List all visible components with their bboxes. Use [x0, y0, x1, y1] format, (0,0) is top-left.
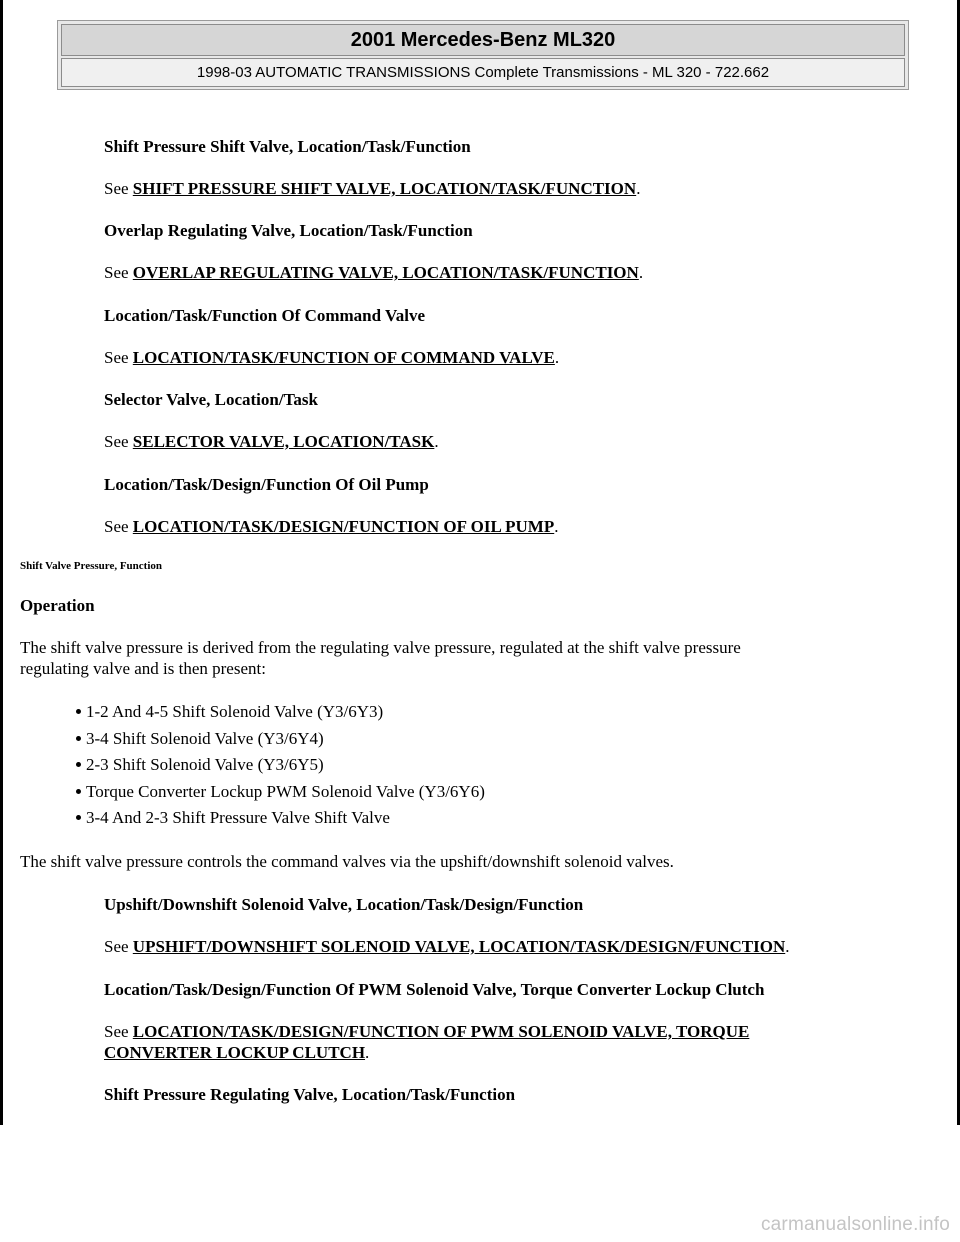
header-subtitle: 1998-03 AUTOMATIC TRANSMISSIONS Complete Transmissions - ML 320 - 722.662: [61, 58, 905, 87]
ref-link[interactable]: CONVERTER LOCKUP CLUTCH: [104, 1043, 366, 1062]
see-prefix: See: [104, 263, 133, 282]
ref-link[interactable]: LOCATION/TASK/DESIGN/FUNCTION OF PWM SOLENOID VALVE, TORQUE: [132, 1022, 750, 1041]
section-title: Shift Valve Pressure, Function: [20, 560, 162, 572]
bullet-icon: [76, 736, 81, 741]
period: .: [554, 517, 559, 536]
ref-link[interactable]: SHIFT PRESSURE SHIFT VALVE, LOCATION/TASK/FUNCTION: [132, 179, 637, 198]
period: .: [638, 263, 644, 282]
period: .: [554, 348, 560, 367]
list-item: 3-4 And 2-3 Shift Pressure Valve Shift Valve: [76, 808, 390, 828]
ref-link[interactable]: UPSHIFT/DOWNSHIFT SOLENOID VALVE, LOCATION/TASK/DESIGN/FUNCTION: [132, 937, 786, 956]
ref-heading: Location/Task/Design/Function Of PWM Solenoid Valve, Torque Converter Lockup Clutch: [104, 980, 765, 999]
period: .: [434, 432, 439, 451]
ref-line: [104, 517, 558, 537]
see-prefix: See: [104, 348, 133, 367]
see-prefix: See: [104, 517, 133, 536]
period: .: [785, 937, 790, 956]
ref-link[interactable]: LOCATION/TASK/DESIGN/FUNCTION OF OIL PUMP: [132, 517, 555, 536]
see-prefix: See: [104, 179, 133, 198]
paragraph-line: The shift valve pressure is derived from the regulating valve pressure, regulated at the shift valve pressure: [20, 638, 741, 657]
page-border-left: [0, 0, 3, 1125]
ref-heading: Shift Pressure Shift Valve, Location/Task/Function: [104, 137, 471, 156]
ref-link[interactable]: OVERLAP REGULATING VALVE, LOCATION/TASK/FUNCTION: [132, 263, 639, 282]
ref-link[interactable]: LOCATION/TASK/FUNCTION OF COMMAND VALVE: [132, 348, 555, 367]
ref-heading: Upshift/Downshift Solenoid Valve, Location/Task/Design/Function: [104, 895, 584, 914]
bullet-icon: [76, 789, 81, 794]
page-header: [57, 20, 909, 90]
bullet-icon: [76, 815, 81, 820]
watermark: carmanualsonline.info: [760, 1214, 950, 1235]
period: .: [636, 179, 641, 198]
ref-line: [104, 179, 640, 199]
bullet-icon: [76, 709, 81, 714]
list-item: Torque Converter Lockup PWM Solenoid Valve (Y3/6Y6): [76, 782, 485, 802]
period: .: [365, 1043, 370, 1062]
see-prefix: See: [104, 432, 133, 451]
ref-heading: Selector Valve, Location/Task: [104, 390, 318, 409]
ref-line: [104, 432, 439, 452]
ref-line: [104, 348, 559, 368]
ref-line: [104, 937, 790, 957]
operation-heading: Operation: [20, 596, 95, 615]
ref-line: [104, 1022, 749, 1042]
see-prefix: See: [104, 1022, 133, 1041]
ref-heading: Overlap Regulating Valve, Location/Task/Function: [104, 221, 473, 240]
bullet-icon: [76, 762, 81, 767]
list-item: 2-3 Shift Solenoid Valve (Y3/6Y5): [76, 755, 324, 775]
ref-heading: Location/Task/Design/Function Of Oil Pump: [104, 475, 429, 494]
paragraph-line: regulating valve and is then present:: [20, 659, 266, 678]
header-title: 2001 Mercedes-Benz ML320: [61, 24, 905, 56]
paragraph: The shift valve pressure controls the command valves via the upshift/downshift solenoid valves.: [20, 852, 674, 871]
ref-line-cont: [104, 1043, 369, 1063]
list-item: 3-4 Shift Solenoid Valve (Y3/6Y4): [76, 729, 324, 749]
list-item: 1-2 And 4-5 Shift Solenoid Valve (Y3/6Y3): [76, 702, 383, 722]
ref-heading: Shift Pressure Regulating Valve, Location/Task/Function: [104, 1085, 516, 1104]
ref-heading: Location/Task/Function Of Command Valve: [104, 306, 426, 325]
ref-line: [104, 263, 643, 283]
ref-link[interactable]: SELECTOR VALVE, LOCATION/TASK: [132, 432, 435, 451]
see-prefix: See: [104, 937, 133, 956]
